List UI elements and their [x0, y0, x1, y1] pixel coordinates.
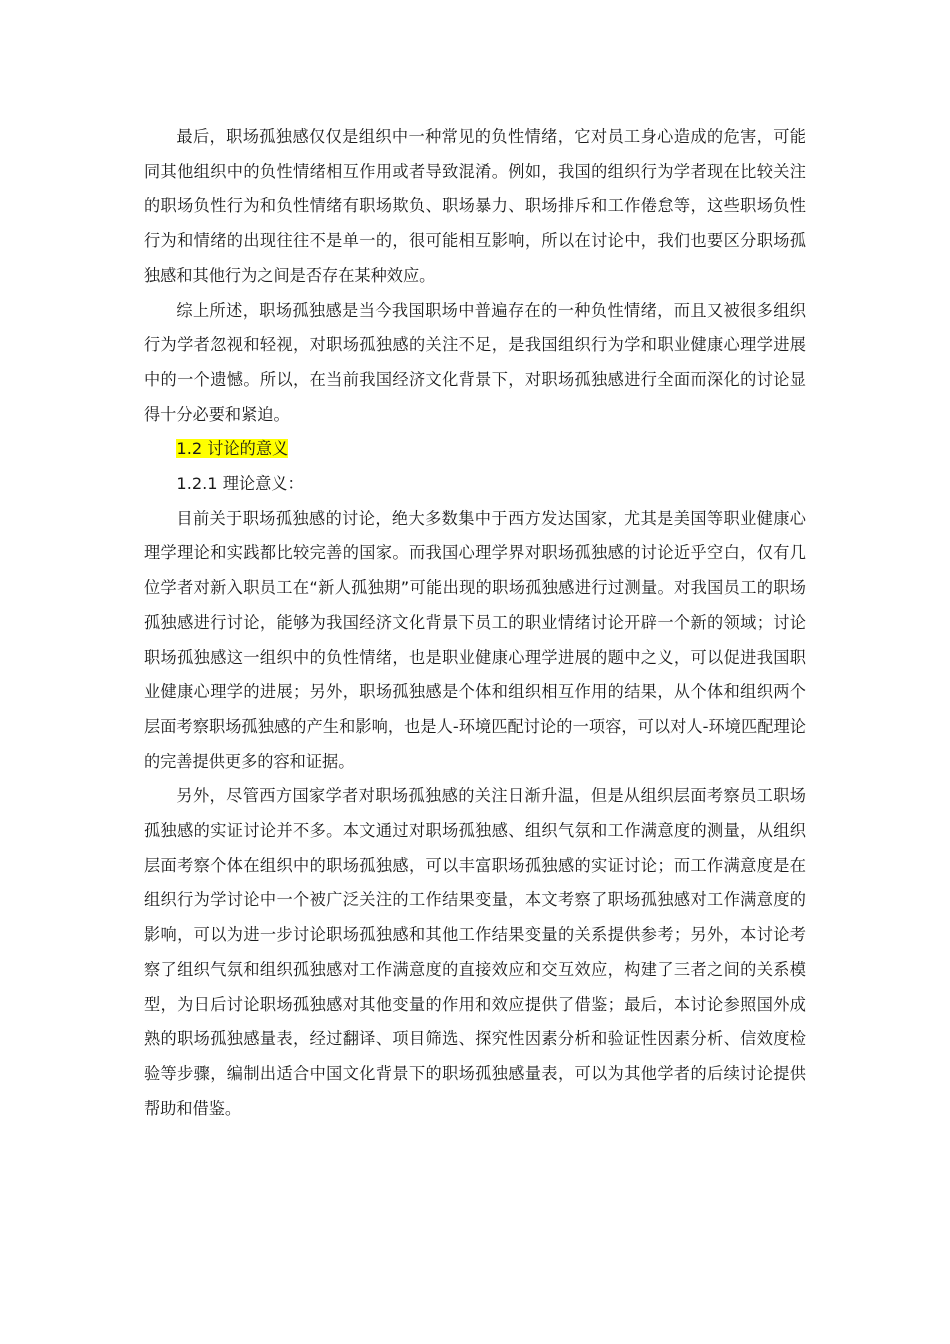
document-page: [144, 120, 806, 1126]
highlighted-heading-text: 1.2 讨论的意义: [176, 439, 289, 459]
paragraph-empirical-significance: 另外，尽管西方国家学者对职场孤独感的关注日渐升温，但是从组织层面考察员工职场孤独感的实证讨论并不多。本文通过对职场孤独感、组织气氛和工作满意度的测量，从组织层面考察个体在组织中的职场孤独感，可以丰富职场孤独感的实证讨论；而工作满意度是在组织行为学讨论中一个被广泛关注的工作结果变量，本文考察了职场孤独感对工作满意度的影响，可以为进一步讨论职场孤独感和其他工作结果变量的关系提供参考；另外，本讨论考察了组织气氛和组织孤独感对工作满意度的直接效应和交互效应，构建了三者之间的关系模型，为日后讨论职场孤独感对其他变量的作用和效应提供了借鉴；最后，本讨论参照国外成熟的职场孤独感量表，经过翻译、项目筛选、探究性因素分析和验证性因素分析、信效度检验等步骤，编制出适合中国文化背景下的职场孤独感量表，可以为其他学者的后续讨论提供帮助和借鉴。: [144, 786, 806, 1118]
paragraph-summary: 综上所述，职场孤独感是当今我国职场中普遍存在的一种负性情绪，而且又被很多组织行为学者忽视和轻视，对职场孤独感的关注不足，是我国组织行为学和职业健康心理学进展中的一个遗憾。所以，在当前我国经济文化背景下，对职场孤独感进行全面而深化的讨论显得十分必要和紧迫。: [144, 300, 806, 424]
paragraph-theory-significance: 目前关于职场孤独感的讨论，绝大多数集中于西方发达国家，尤其是美国等职业健康心理学理论和实践都比较完善的国家。而我国心理学界对职场孤独感的讨论近乎空白，仅有几位学者对新入职员工在“新人孤独期”可能出现的职场孤独感进行过测量。对我国员工的职场孤独感进行讨论，能够为我国经济文化背景下员工的职业情绪讨论开辟一个新的领域；讨论职场孤独感这一组织中的负性情绪，也是职业健康心理学进展的题中之义，可以促进我国职业健康心理学的进展；另外，职场孤独感是个体和组织相互作用的结果，从个体和组织两个层面考察职场孤独感的产生和影响，也是人-环境匹配讨论的一项容，可以对人-环境匹配理论的完善提供更多的容和证据。: [144, 508, 806, 771]
section-heading: [144, 432, 806, 467]
paragraph-conclusion-last: 最后，职场孤独感仅仅是组织中一种常见的负性情绪，它对员工身心造成的危害，可能同其他组织中的负性情绪相互作用或者导致混淆。例如，我国的组织行为学者现在比较关注的职场负性行为和负性情绪有职场欺负、职场暴力、职场排斥和工作倦怠等，这些职场负性行为和情绪的出现往往不是单一的，很可能相互影响，所以在讨论中，我们也要区分职场孤独感和其他行为之间是否存在某种效应。: [144, 127, 806, 285]
subsection-heading: 1.2.1 理论意义：: [176, 474, 304, 494]
